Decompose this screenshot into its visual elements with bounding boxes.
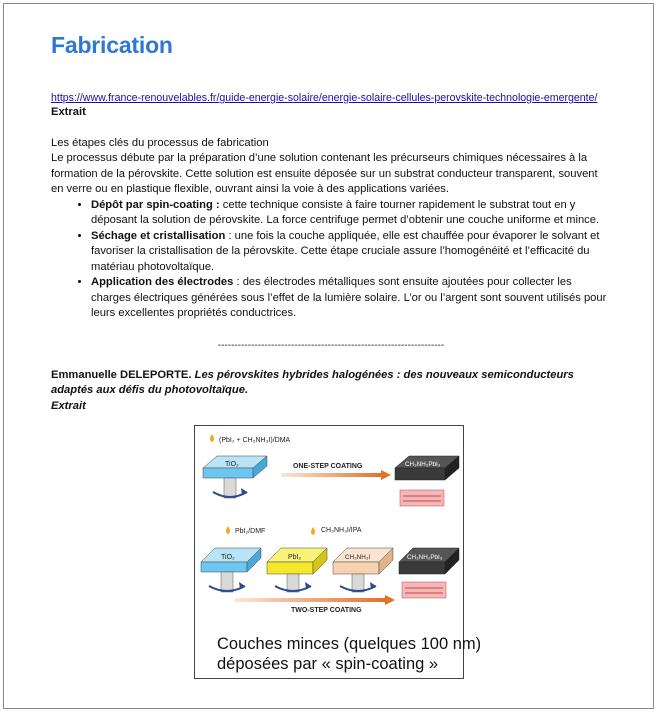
document-content (51, 30, 611, 414)
step-term: Dépôt par spin-coating : (91, 198, 220, 211)
mai-tile (333, 548, 393, 592)
step-text: : une fois la couche appliquée, elle est chauffée pour évaporer le solvant et favoriser la cristallisation de la pérovskite. Cette étape cruciale assure l’homogénéité et l’efficacité du matériau photovoltaïque. (91, 229, 600, 273)
two-step-arrow (235, 598, 385, 602)
two-step-solution-b: CH₃NH₃I/IPA (321, 527, 362, 534)
product-label: CH₃NH₃PbI₃ (407, 554, 443, 561)
list-item (91, 275, 611, 322)
pbi2-label: PbI₂ (288, 554, 302, 561)
citation (51, 368, 611, 399)
step-term: Application des électrodes (91, 276, 234, 288)
step-text: : des électrodes métalliques sont ensuite ajoutées pour collecter les charges électriques générées sous l’effet de la lumière solaire. L’or ou l’argent sont souvent utilisés pour leurs excellentes propriétés conductrices. (91, 276, 607, 319)
citation-title: Les pérovskites hybrides halogénées : des nouveaux semiconducteurs adaptés aux défis du photovoltaïque. (51, 368, 574, 396)
spin-coating-figure (194, 425, 482, 679)
extract-label-2: Extrait (51, 399, 86, 412)
separator-line: -------------------------------------------------------------------- (217, 339, 445, 351)
page-title: Fabrication (51, 32, 173, 58)
one-step-arrow (281, 473, 381, 477)
tio2-tile-one-step (203, 456, 267, 498)
step-term: Séchage et cristallisation (91, 229, 226, 242)
intro-paragraph: Le processus débute par la préparation d’une solution contenant les précurseurs chimiques nécessaires à la formation de la pérovskite. Cette solution est ensuite déposée sur un substrat conducteur transparent, souvent en verre ou en plastique flexible, ouvrant ainsi la voie à des applications variées. (51, 152, 598, 195)
product-label: CH₃NH₃PbI₃ (405, 461, 441, 468)
step-text: cette technique consiste à faire tourner rapidement le substrat tout en y déposant la solution de pérovskite. La force centrifuge permet d’obtenir une couche uniforme et mince. (91, 198, 600, 226)
droplet-icon (311, 527, 315, 535)
list-item (91, 229, 611, 276)
product-tile-one-step (395, 456, 459, 506)
pbi2-tile (267, 548, 327, 592)
tio2-label: TiO₂ (225, 461, 239, 468)
one-step-solution: (PbI₂ + CH₃NH₃I)/DMA (219, 437, 291, 444)
one-step-label: ONE-STEP COATING (293, 463, 363, 470)
droplet-icon (226, 526, 230, 534)
product-tile-two-step (399, 548, 459, 598)
source-link[interactable]: https://www.france-renouvelables.fr/guide-energie-solaire/energie-solaire-cellules-perovskite-technologie-emergente/ (51, 92, 598, 104)
citation-author: Emmanuelle DELEPORTE. (51, 368, 192, 381)
tio2-label: TiO₂ (221, 554, 235, 561)
steps-list (51, 198, 611, 322)
two-step-label: TWO-STEP COATING (291, 607, 362, 614)
droplet-icon (210, 434, 214, 442)
two-step-solution-a: PbI₂/DMF (235, 528, 266, 535)
extract-label-1: Extrait (51, 106, 86, 118)
mai-label: CH₃NH₃I (345, 554, 371, 561)
figure-caption-line1: Couches minces (quelques 100 nm) (217, 635, 482, 653)
tio2-tile-two-step (201, 548, 261, 592)
list-item (91, 198, 611, 229)
figure-caption-line2: déposées par « spin-coating » (217, 655, 439, 673)
intro-heading: Les étapes clés du processus de fabrication (51, 136, 269, 149)
